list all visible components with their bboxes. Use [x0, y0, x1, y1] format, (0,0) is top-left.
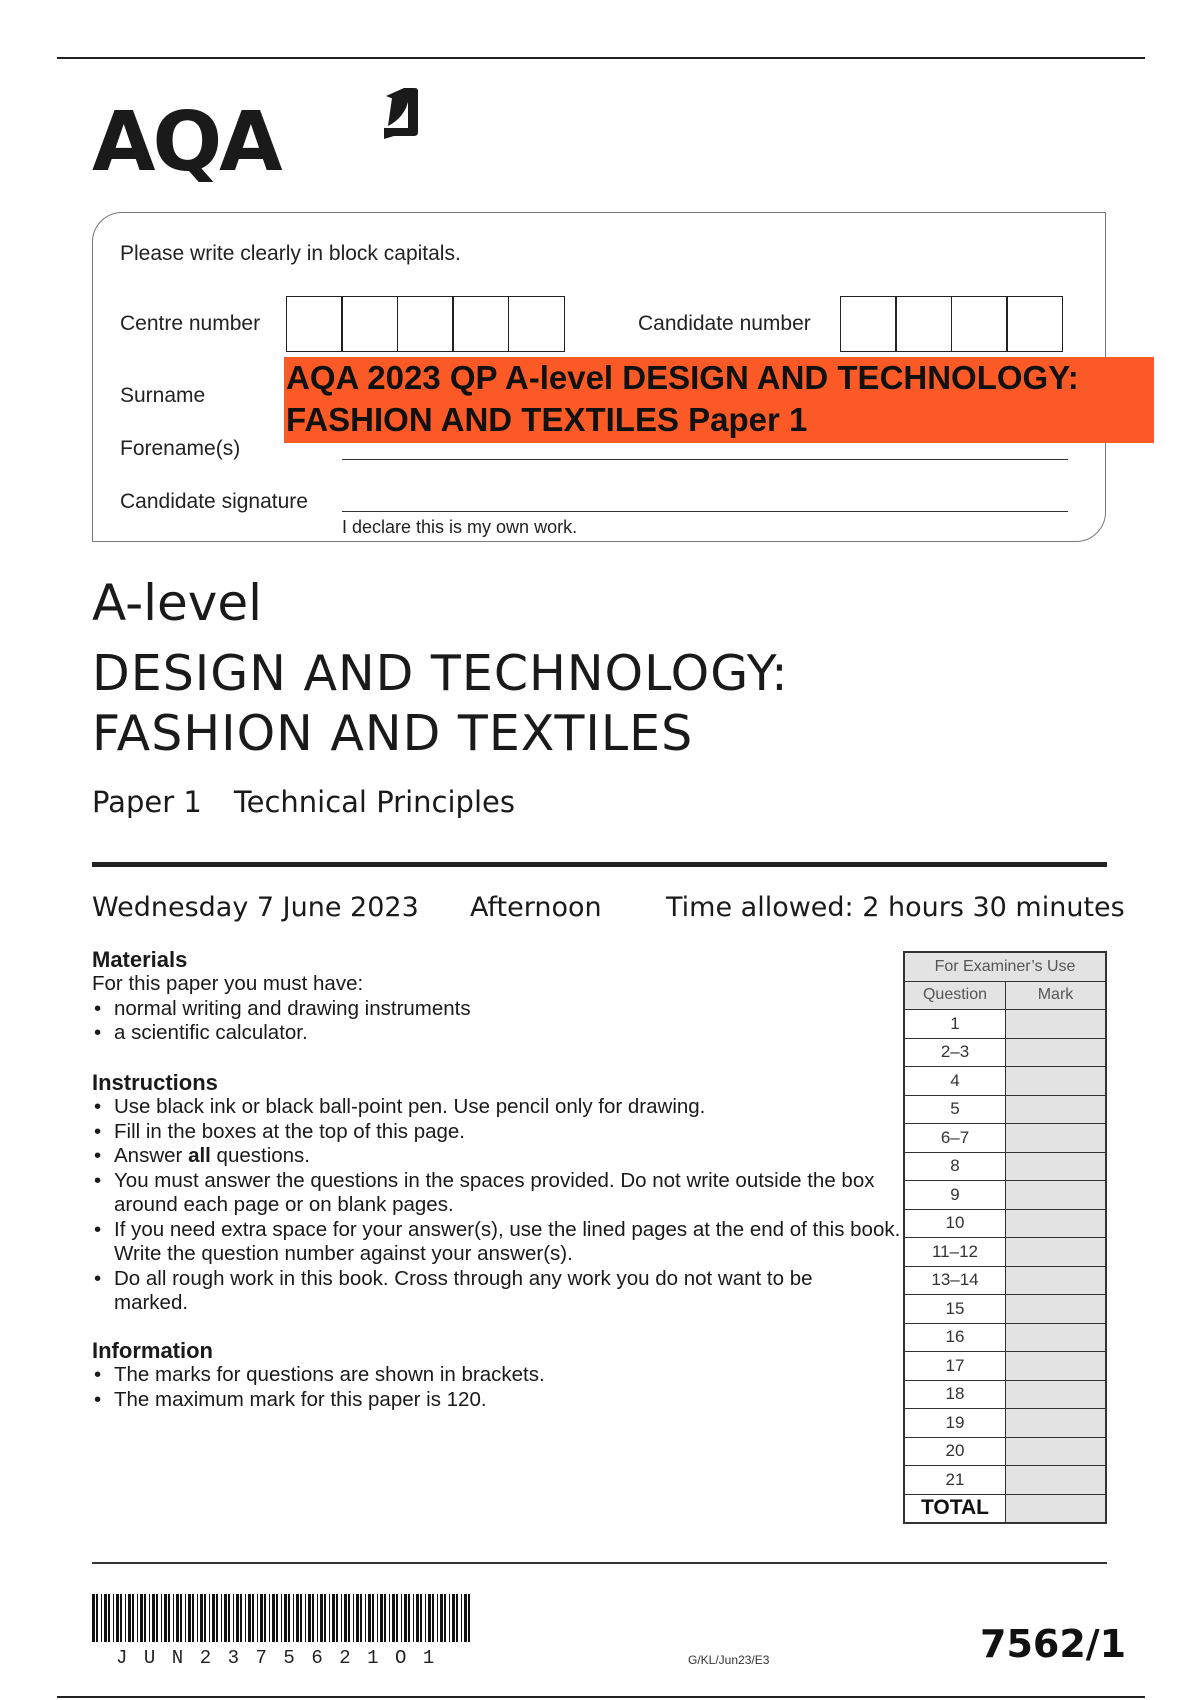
table-row — [904, 1295, 1106, 1324]
mark-cell[interactable] — [1006, 1067, 1107, 1096]
column-header-question: Question — [904, 981, 1006, 1010]
question-number-cell: 9 — [904, 1181, 1006, 1210]
logo-text: AQA — [92, 95, 280, 190]
candidate-number-boxes[interactable] — [841, 296, 1063, 352]
table-row — [904, 1352, 1106, 1381]
list-item: • If you need extra space for your answer(s), use the lined pages at the end of this book. Write the question number against your answer(s). — [92, 1218, 902, 1267]
total-mark-cell[interactable] — [1006, 1494, 1107, 1523]
question-number-cell: 6–7 — [904, 1124, 1006, 1153]
centre-digit-box[interactable] — [286, 296, 343, 352]
question-number-cell: 16 — [904, 1323, 1006, 1352]
table-row — [904, 1380, 1106, 1409]
surname-label: Surname — [120, 384, 206, 407]
block-capitals-instruction: Please write clearly in block capitals. — [120, 242, 461, 265]
centre-digit-box[interactable] — [452, 296, 509, 352]
instructions-heading: Instructions — [92, 1070, 218, 1095]
barcode-text: JUN2375621O1 — [116, 1647, 451, 1669]
list-item: • Use black ink or black ball-point pen. Use pencil only for drawing. — [92, 1095, 902, 1120]
mark-cell[interactable] — [1006, 1466, 1107, 1495]
mark-cell[interactable] — [1006, 1266, 1107, 1295]
centre-digit-box[interactable] — [508, 296, 565, 352]
table-row — [904, 1124, 1106, 1153]
mark-cell[interactable] — [1006, 1010, 1107, 1039]
list-item: • The marks for questions are shown in brackets. — [92, 1363, 892, 1388]
qualification-level: A-level — [92, 574, 263, 632]
banner-line-1: AQA 2023 QP A-level DESIGN AND TECHNOLOGY: — [286, 359, 1079, 396]
title-divider — [92, 862, 1107, 867]
question-number-cell: 5 — [904, 1095, 1006, 1124]
total-row — [904, 1494, 1106, 1523]
question-number-cell: 11–12 — [904, 1238, 1006, 1267]
list-item: • Answer all questions. — [92, 1144, 902, 1169]
list-item: • normal writing and drawing instruments — [92, 997, 892, 1022]
question-number-cell: 19 — [904, 1409, 1006, 1438]
forenames-label: Forename(s) — [120, 437, 241, 460]
question-number-cell: 15 — [904, 1295, 1006, 1324]
list-item: • a scientific calculator. — [92, 1021, 892, 1046]
table-row — [904, 1095, 1106, 1124]
mark-cell[interactable] — [1006, 1409, 1107, 1438]
information-heading: Information — [92, 1338, 213, 1363]
centre-number-boxes[interactable] — [287, 296, 565, 352]
table-row — [904, 1437, 1106, 1466]
paper-number: Paper 1 — [92, 785, 202, 819]
paper-code: 7562/1 — [980, 1622, 1127, 1666]
declaration-text: I declare this is my own work. — [342, 517, 578, 537]
table-row — [904, 1038, 1106, 1067]
mark-cell[interactable] — [1006, 1238, 1107, 1267]
barcode-image — [92, 1594, 474, 1652]
signature-line[interactable] — [342, 511, 1068, 512]
subject-line-2: FASHION AND TEXTILES — [92, 705, 694, 762]
logo-mark-icon — [300, 88, 440, 148]
question-number-cell: 8 — [904, 1152, 1006, 1181]
table-row — [904, 1152, 1106, 1181]
table-title: For Examiner’s Use — [904, 952, 1106, 981]
table-row — [904, 1209, 1106, 1238]
table-row — [904, 1181, 1106, 1210]
examiners-use-table — [903, 951, 1107, 1524]
candidate-digit-box[interactable] — [951, 296, 1008, 352]
question-number-cell: 13–14 — [904, 1266, 1006, 1295]
question-number-cell: 18 — [904, 1380, 1006, 1409]
table-row — [904, 1067, 1106, 1096]
total-label: TOTAL — [904, 1494, 1006, 1523]
mark-cell[interactable] — [1006, 1152, 1107, 1181]
mark-cell[interactable] — [1006, 1380, 1107, 1409]
question-number-cell: 20 — [904, 1437, 1006, 1466]
mark-cell[interactable] — [1006, 1295, 1107, 1324]
question-number-cell: 10 — [904, 1209, 1006, 1238]
title-banner — [284, 357, 1154, 443]
table-row — [904, 1323, 1106, 1352]
centre-number-label: Centre number — [120, 312, 261, 335]
table-row — [904, 1238, 1106, 1267]
top-rule — [57, 57, 1145, 59]
question-number-cell: 21 — [904, 1466, 1006, 1495]
mark-cell[interactable] — [1006, 1181, 1107, 1210]
mark-cell[interactable] — [1006, 1437, 1107, 1466]
candidate-digit-box[interactable] — [840, 296, 897, 352]
signature-label: Candidate signature — [120, 490, 308, 513]
column-header-mark: Mark — [1006, 981, 1107, 1010]
materials-section — [92, 948, 892, 1046]
mark-cell[interactable] — [1006, 1209, 1107, 1238]
paper-reference: G/KL/Jun23/E3 — [688, 1653, 770, 1667]
table-row — [904, 1266, 1106, 1295]
centre-digit-box[interactable] — [341, 296, 398, 352]
candidate-digit-box[interactable] — [895, 296, 952, 352]
question-number-cell: 17 — [904, 1352, 1006, 1381]
list-item: • Fill in the boxes at the top of this page. — [92, 1120, 902, 1145]
mark-cell[interactable] — [1006, 1124, 1107, 1153]
mark-cell[interactable] — [1006, 1352, 1107, 1381]
candidate-number-label: Candidate number — [638, 312, 811, 335]
footer-rule — [92, 1562, 1107, 1564]
materials-heading: Materials — [92, 947, 188, 972]
bottom-rule — [57, 1696, 1145, 1698]
mark-cell[interactable] — [1006, 1095, 1107, 1124]
exam-date: Wednesday 7 June 2023 — [92, 892, 419, 923]
table-row — [904, 1409, 1106, 1438]
paper-heading — [92, 785, 547, 819]
forenames-line[interactable] — [342, 459, 1068, 460]
subject-line-1: DESIGN AND TECHNOLOGY: — [92, 645, 789, 702]
question-number-cell: 1 — [904, 1010, 1006, 1039]
candidate-digit-box[interactable] — [1006, 296, 1063, 352]
question-number-cell: 2–3 — [904, 1038, 1006, 1067]
materials-intro: For this paper you must have: — [92, 972, 364, 995]
mark-cell[interactable] — [1006, 1038, 1107, 1067]
paper-title: Technical Principles — [233, 785, 515, 819]
instructions-section — [92, 1071, 902, 1316]
mark-cell[interactable] — [1006, 1323, 1107, 1352]
list-item: • You must answer the questions in the spaces provided. Do not write outside the box around each page or on blank pages. — [92, 1169, 902, 1218]
banner-line-2: FASHION AND TEXTILES Paper 1 — [286, 401, 808, 438]
question-number-cell: 4 — [904, 1067, 1006, 1096]
list-item: • The maximum mark for this paper is 120. — [92, 1388, 892, 1413]
time-allowed: Time allowed: 2 hours 30 minutes — [666, 892, 1125, 923]
centre-digit-box[interactable] — [397, 296, 454, 352]
subject-title — [92, 644, 789, 764]
information-section — [92, 1339, 892, 1412]
table-row — [904, 1010, 1106, 1039]
exam-session: Afternoon — [470, 892, 602, 923]
list-item: • Do all rough work in this book. Cross through any work you do not want to be marked. — [92, 1267, 834, 1316]
table-row — [904, 1466, 1106, 1495]
